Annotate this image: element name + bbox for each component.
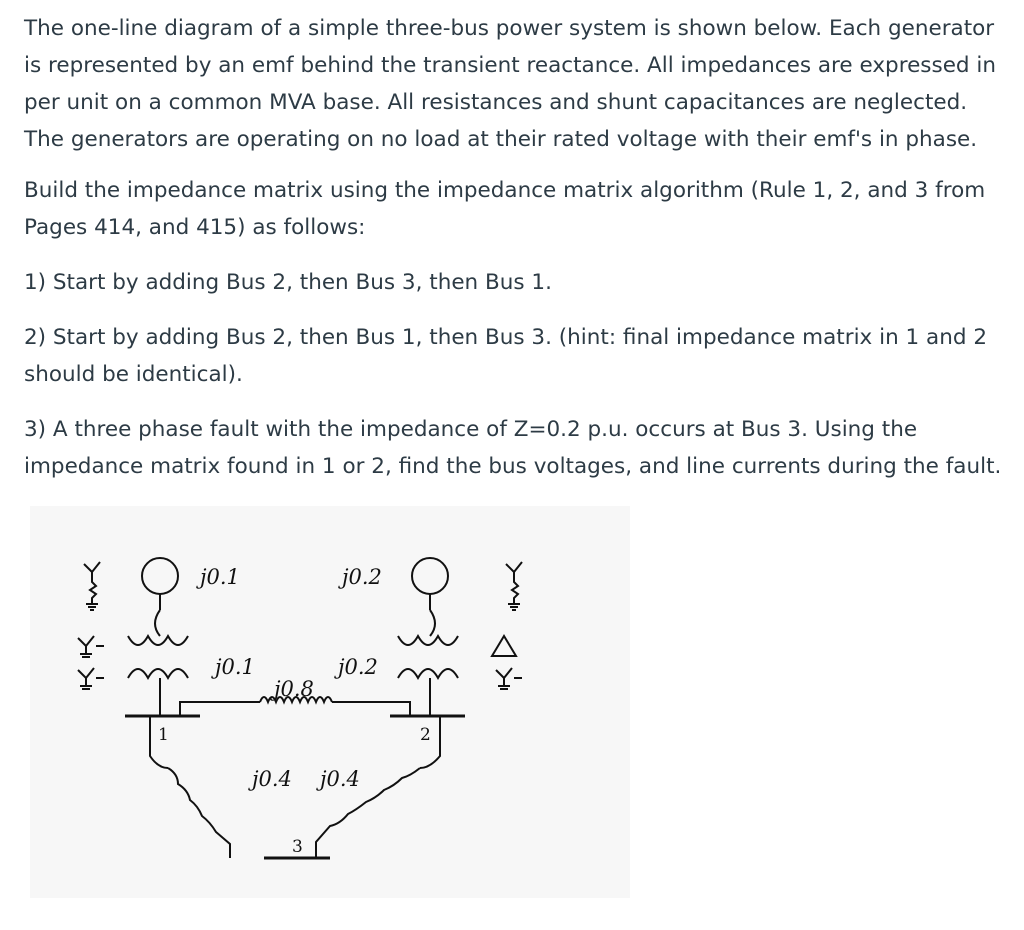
line13-reactance-label: j0.4 [252,767,292,791]
xfmr1-reactance-label: j0.1 [215,655,255,679]
gen2-reactance-label: j0.2 [342,565,382,589]
bus3-label: 3 [292,837,303,857]
line12-reactance-label: j0.8 [274,677,314,701]
task-1-text: 1) Start by adding Bus 2, then Bus 3, then Bus 1. [24,270,552,295]
bus1-label: 1 [158,725,169,745]
diagram-background [30,506,630,898]
bus2-label: 2 [420,725,431,745]
paragraph-intro [24,10,1014,158]
line23-reactance-label: j0.4 [320,767,360,791]
task-3-text: 3) A three phase fault with the impedance of Z=0.2 p.u. occurs at Bus 3. Using the impedance matrix found in 1 or 2, find the bus voltages, and line currents during the fault. [24,417,1002,479]
paragraph-instructions-text: Build the impedance matrix using the impedance matrix algorithm (Rule 1, 2, and 3 from Pages 414, and 415) as follows: [24,178,986,240]
task-1 [24,264,1014,301]
paragraph-intro-text: The one-line diagram of a simple three-bus power system is shown below. Each generator is represented by an emf behind the transient reactance. All impedances are expressed in per unit on a common MVA base. All resistances and shunt capacitances are neglected. The generators are operating on no load at their rated voltage with their emf's in phase. [24,16,997,152]
one-line-diagram [30,506,630,898]
xfmr2-reactance-label: j0.2 [338,655,378,679]
task-3 [24,411,1014,485]
task-2-text: 2) Start by adding Bus 2, then Bus 1, then Bus 3. (hint: final impedance matrix in 1 and 2 should be identical). [24,325,988,387]
paragraph-instructions [24,172,1014,246]
task-2 [24,319,1014,393]
gen1-reactance-label: j0.1 [200,565,240,589]
